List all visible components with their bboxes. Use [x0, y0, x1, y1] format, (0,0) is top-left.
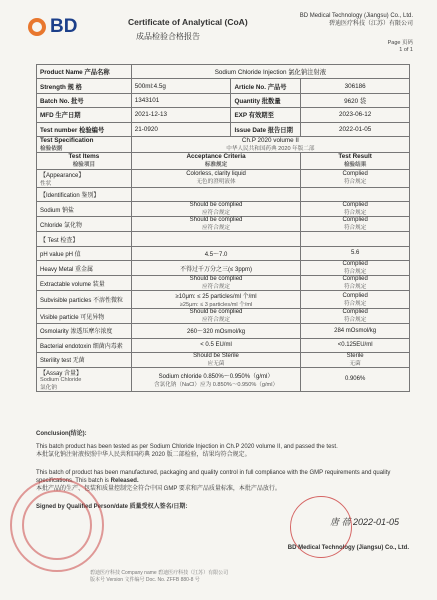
conclusion-p1-en: This batch product has been tested as per Sodium Chloride Injection in Ch.P 2020 volume II, and passed the test. — [36, 444, 338, 450]
result-label: 284 mOsmol/kg — [334, 327, 377, 334]
test-item-cell — [37, 187, 132, 201]
criteria-cell — [131, 352, 301, 367]
criteria-label: < 0.5 EU/ml — [200, 342, 232, 349]
result-label: Complied — [342, 309, 368, 316]
conclusion-paragraph-1 — [36, 443, 410, 459]
test-item-cell — [37, 276, 132, 291]
criteria-cell — [131, 261, 301, 276]
test-item-cell — [37, 261, 132, 276]
test-item-sub-zh: 氯化钠 — [40, 384, 57, 391]
table-row — [37, 232, 410, 246]
batch-value: 1343101 — [131, 93, 231, 107]
table-row — [37, 169, 410, 187]
result-zh: 符合规定 — [343, 317, 367, 324]
exp-label: EXP 有效期至 — [231, 108, 301, 122]
result-label: Complied — [342, 171, 368, 178]
test-item-cell — [37, 232, 132, 246]
test-item-label: 【 Test 检查】 — [40, 237, 79, 244]
table-row — [37, 217, 410, 232]
test-item-cell — [37, 367, 132, 391]
result-cell — [301, 217, 410, 232]
criteria-cell — [131, 338, 301, 352]
column-header-item-zh: 检验项目 — [72, 162, 96, 169]
result-label: <0.125EU/ml — [337, 342, 373, 349]
bd-logo-text: BD — [50, 16, 78, 37]
result-cell — [301, 232, 410, 246]
test-number-value: 21-0920 — [131, 122, 231, 136]
result-zh: 符合规定 — [343, 225, 367, 232]
criteria-zh: 应无菌 — [207, 360, 225, 367]
table-row — [37, 324, 410, 338]
criteria-zh: 应符合规定 — [202, 225, 231, 232]
spec-label — [37, 136, 132, 152]
column-header-criteria-en: Acceptance Criteria — [186, 153, 246, 161]
criteria-cell — [131, 246, 301, 260]
table-row — [37, 309, 410, 324]
result-zh: 符合规定 — [343, 269, 367, 276]
result-label: Complied — [342, 217, 368, 224]
criteria-cell — [131, 187, 301, 201]
quality-stamp-inner-icon — [22, 490, 92, 560]
column-header-result — [301, 152, 410, 169]
table-row — [37, 246, 410, 260]
criteria-zh: 无色的澄明液体 — [196, 179, 236, 186]
test-item-cell — [37, 217, 132, 232]
test-item-cell — [37, 352, 132, 367]
conclusion-p2-en: This batch of product has been manufactured, packaging and quality control in full compliance with the GMP requirements and quality specifications. This batch is — [36, 470, 391, 484]
column-header-item — [37, 152, 132, 169]
test-item-cell — [37, 338, 132, 352]
footer-info — [90, 570, 228, 584]
coa-table — [36, 64, 410, 392]
footer-line-1: 碧迪医疗科技 Company name 碧迪医疗科技（江苏）有限公司 — [90, 570, 229, 576]
issue-date-value: 2022-01-05 — [301, 122, 410, 136]
conclusion-label: Conclusion(结论): — [36, 431, 87, 437]
batch-label: Batch No. 批号 — [37, 93, 132, 107]
result-zh: 无菌 — [349, 360, 361, 367]
result-label: Complied — [342, 292, 368, 299]
column-header-item-en: Test Items — [68, 153, 100, 161]
result-label: Complied — [342, 276, 368, 283]
table-row — [37, 276, 410, 291]
criteria-zh: 应符合规定 — [202, 317, 231, 324]
criteria-zh: 含氯化钠（NaCl）应为 0.850%～0.950%（g/ml） — [154, 381, 279, 388]
result-zh: 符合规定 — [343, 300, 367, 307]
document-title-zh: 成品检验合格报告 — [136, 32, 200, 41]
table-row — [37, 338, 410, 352]
company-seal-icon — [290, 496, 352, 558]
test-item-sub: Sodium Chloride — [40, 376, 82, 383]
criteria-label: 不得过千万分之三(≤ 3ppm) — [180, 266, 253, 273]
test-item-label: Bacterial endotoxin 细菌内毒素 — [40, 343, 123, 350]
result-cell — [301, 367, 410, 391]
result-cell — [301, 352, 410, 367]
conclusion-p1-zh: 本批氯化钠注射液按照中华人民共和国药典 2020 版二部检验，结果均符合规定。 — [36, 452, 251, 458]
table-row — [37, 187, 410, 201]
criteria-cell — [131, 324, 301, 338]
result-cell — [301, 202, 410, 217]
criteria-label: Colorless, clarity liquid — [186, 171, 246, 178]
table-row — [37, 291, 410, 309]
criteria-label: Should be complied — [189, 202, 243, 209]
spec-label-en: Test Specification — [40, 136, 94, 144]
test-item-cell — [37, 291, 132, 309]
criteria-label: Sodium chloride 0.850%～0.950%（g/ml） — [158, 373, 274, 380]
issue-date-label: Issue Date 报告日期 — [231, 122, 301, 136]
test-item-cell — [37, 202, 132, 217]
company-name — [300, 12, 413, 28]
test-item-sub: 性状 — [40, 180, 52, 187]
criteria-label: Should be complied — [189, 217, 243, 224]
spec-value-en: Ch.P 2020 volume II — [241, 136, 299, 144]
result-zh: 符合规定 — [343, 284, 367, 291]
test-item-label: Chloride 氯化物 — [40, 222, 83, 229]
test-item-cell — [37, 324, 132, 338]
result-cell — [301, 324, 410, 338]
result-cell — [301, 338, 410, 352]
result-label: Complied — [342, 202, 368, 209]
result-label: Sterile — [346, 352, 364, 359]
criteria-cell — [131, 367, 301, 391]
criteria-cell — [131, 276, 301, 291]
result-cell — [301, 169, 410, 187]
quantity-label: Quantity 批数量 — [231, 93, 301, 107]
criteria-label: 260～320 mOsmol/kg — [187, 329, 246, 336]
test-item-label: Sodium 钠盐 — [40, 207, 75, 214]
criteria-label: Should be complied — [189, 309, 243, 316]
result-cell — [301, 261, 410, 276]
test-item-label: Extractable volume 装量 — [40, 281, 105, 288]
spec-value — [131, 136, 409, 152]
table-row — [37, 202, 410, 217]
strength-value: 500ml:4.5g — [131, 79, 231, 93]
test-item-label: 【Assay 含量】 — [40, 370, 83, 377]
table-row — [37, 367, 410, 391]
test-item-label: 【Identification 鉴别】 — [40, 193, 100, 200]
criteria-label: 4.5～7.0 — [204, 251, 228, 258]
criteria-cell — [131, 309, 301, 324]
criteria-label: Should be Sterile — [193, 352, 239, 359]
test-item-label: Sterility test 无菌 — [40, 358, 85, 365]
test-item-label: pH value pH 值 — [40, 251, 81, 258]
column-header-result-en: Test Result — [338, 153, 372, 161]
test-item-cell — [37, 246, 132, 260]
result-zh: 符合规定 — [343, 179, 367, 186]
result-label: 5.6 — [350, 250, 360, 257]
conclusion-paragraph-2 — [36, 469, 410, 493]
test-rows — [37, 169, 410, 391]
bd-logo — [28, 16, 108, 40]
result-cell — [301, 187, 410, 201]
conclusion-p2-zh: 本批产品的生产、包装和质量控制完全符合中国 GMP 要求和产品质量标准，本批产品放行。 — [36, 486, 281, 492]
exp-value: 2023-06-12 — [301, 108, 410, 122]
criteria-zh: 应符合规定 — [202, 210, 231, 217]
result-label: Complied — [342, 261, 368, 268]
criteria-zh: ≥25μm: ≤ 3 particles/ml 个/ml — [179, 302, 253, 309]
test-item-cell — [37, 169, 132, 187]
result-cell — [301, 276, 410, 291]
test-item-label: Visible particle 可见异物 — [40, 314, 105, 321]
test-item-label: Heavy Metal 重金属 — [40, 266, 94, 273]
criteria-zh: 应符合规定 — [202, 284, 231, 291]
product-name-label: Product Name 产品名称 — [37, 65, 132, 79]
column-header-criteria-zh: 标准规定 — [204, 162, 228, 169]
signature: 唐 蓓 2022-01-05 — [330, 517, 400, 527]
result-cell — [301, 246, 410, 260]
page-number — [388, 40, 413, 54]
document-title: Certificate of Analytical (CoA) — [128, 17, 248, 27]
test-item-cell — [37, 309, 132, 324]
spec-value-zh: 中华人民共和国药典 2020 年版二部 — [226, 145, 315, 152]
mfd-label: MFD 生产日期 — [37, 108, 132, 122]
footer-line-2: 版本号 Version 文件编号 Doc. No. ZFFB 880-8 号 — [90, 577, 200, 583]
conclusion-released: Released. — [110, 478, 139, 484]
column-header-criteria — [131, 152, 301, 169]
table-row — [37, 261, 410, 276]
bd-logo-icon — [28, 18, 46, 36]
product-name-value: Sodium Chloride Injection 氯化钠注射液 — [131, 65, 409, 79]
quantity-value: 9620 袋 — [301, 93, 410, 107]
signed-by-label: Signed by Qualified Person/date 质量受权人签名/日期: — [36, 504, 188, 510]
criteria-cell — [131, 217, 301, 232]
column-header-result-zh: 检验结果 — [343, 162, 367, 169]
result-label: 0.906% — [344, 376, 366, 383]
criteria-label: Should be complied — [189, 276, 243, 283]
criteria-cell — [131, 169, 301, 187]
result-cell — [301, 309, 410, 324]
test-item-label: Subvisible particles 不溶性微粒 — [40, 298, 124, 305]
company-name-zh: 碧迪医疗科技（江苏）有限公司 — [328, 21, 413, 27]
spec-label-zh: 检验依据 — [40, 145, 63, 152]
criteria-cell — [131, 202, 301, 217]
article-label: Article No. 产品号 — [231, 79, 301, 93]
company-name-en: BD Medical Technology (Jiangsu) Co., Ltd. — [299, 13, 413, 19]
criteria-label: ≥10μm: ≤ 25 particles/ml 个/ml — [175, 294, 257, 301]
test-number-label: Test number 检验编号 — [37, 122, 132, 136]
strength-label: Strength 规 格 — [37, 79, 132, 93]
footer-company: BD Medical Technology (Jiangsu) Co., Ltd. — [287, 545, 409, 551]
test-item-label: 【Appearance】 — [40, 172, 85, 179]
mfd-value: 2021-12-13 — [131, 108, 231, 122]
article-value: 306186 — [301, 79, 410, 93]
result-cell — [301, 291, 410, 309]
table-row — [37, 352, 410, 367]
page-label: Page 页码 — [387, 40, 413, 46]
test-item-label: Osmolarity 渗透压摩尔浓度 — [40, 329, 113, 336]
criteria-cell — [131, 232, 301, 246]
criteria-cell — [131, 291, 301, 309]
page-value: 1 of 1 — [399, 47, 413, 53]
result-zh: 符合规定 — [343, 210, 367, 217]
